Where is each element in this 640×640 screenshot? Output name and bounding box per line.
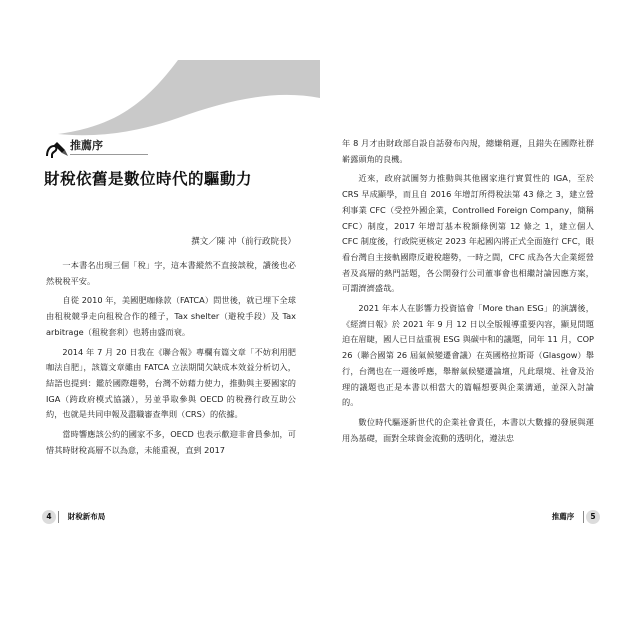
paragraph: 近來，政府試圖努力推動與其他國家進行實質性的 IGA，至於 CRS 早成顯學，而且自 2016 年增訂所得稅法第 43 條之 3，建立營利事業 CFC（受控外國企業，Controlled Foreign Company，簡稱 CFC）制度，2017 年增訂基本稅額條例第 12 條之 1，建立個人 CFC 制度後，行政院更核定 2023 年起國內將正式全面施行 CFC，眼看台灣自主接軌國際反避稅趨勢，一時之間，CFC 成為各大企業經營者及高層的熱門話題，各公開發行公司董事會也相繼討論因應方案，可謂濟濟盛哉。 [342, 173, 594, 294]
paragraph: 2014 年 7 月 20 日我在《聯合報》專欄有篇文章「不妨利用肥咖法自肥」，該篇文章雖由 FATCA 立法期間欠缺成本效益分析切入，結語也提到：鑑於國際趨勢，台灣不妨藉力使力，推動與主要國家的 IGA（跨政府模式協議），另並爭取參與 OECD 的稅務行政互助公約，也就是共同申報及盡職審查準則（CRS）的依據。 [46, 346, 296, 420]
right-page [320, 60, 612, 540]
footer-title: 推薦序 [551, 512, 575, 521]
section-tag: 推薦序 [70, 139, 103, 152]
left-footer [42, 510, 111, 524]
book-spread [28, 60, 612, 540]
paragraph: 年 8 月才由財政部自設自話發布內規，總嫌稍遲，且錯失在國際社群嶄露頭角的良機。 [342, 138, 594, 164]
page-number: 4 [42, 510, 56, 524]
footer-divider [58, 511, 59, 523]
footer-title: 財稅新布局 [67, 512, 106, 521]
byline: 撰文／陳 冲（前行政院長） [191, 237, 296, 247]
paragraph: 當時響應該公約的國家不多，OECD 也表示歡迎非會員參加，可惜其時財稅高層不以為意，未能重視，直到 2017 [46, 429, 296, 455]
right-footer [546, 510, 600, 524]
left-page [28, 60, 321, 540]
pen-hand-icon [44, 138, 70, 160]
left-body-text [46, 258, 296, 458]
page-number: 5 [586, 510, 600, 524]
section-tag-underline [70, 154, 148, 155]
paragraph: 2021 年本人在影響力投資協會「More than ESG」的演講後，《經濟日報》於 2021 年 9 月 12 日以全版報導重要內容，顯見問題迫在眉睫，國人已日益重視 ESG 與碳中和的議題，同年 11 月，COP 26（聯合國第 26 屆氣候變遷會議）在英國格拉斯哥（Glasgow）舉行，台灣也在一週後呼應，舉辦氣候變遷論壇，凡此環境、社會及治理的議題也正是本書以相當大的篇幅想要與企業溝通，並深入討論的。 [342, 303, 594, 408]
right-body-text [342, 136, 594, 446]
footer-divider [583, 511, 584, 523]
paragraph: 一本書名出現三個「稅」字，這本書縱然不直接談稅，讀後也必然稅稅平安。 [46, 260, 296, 286]
page-title: 財稅依舊是數位時代的驅動力 [44, 170, 253, 188]
section-header [44, 138, 314, 160]
paragraph: 自從 2010 年，美國肥咖條款（FATCA）問世後，就已埋下全球由租稅競爭走向租稅合作的種子，Tax shelter（避稅手段）及 Tax arbitrage（租稅套利）也將由盛而衰。 [46, 295, 296, 337]
paragraph: 數位時代驅逐新世代的企業社會責任，本書以大數據的發展與運用為基礎，面對全球資金流動的透明化，遵法忠 [342, 416, 594, 443]
decorative-swoosh [28, 60, 320, 150]
